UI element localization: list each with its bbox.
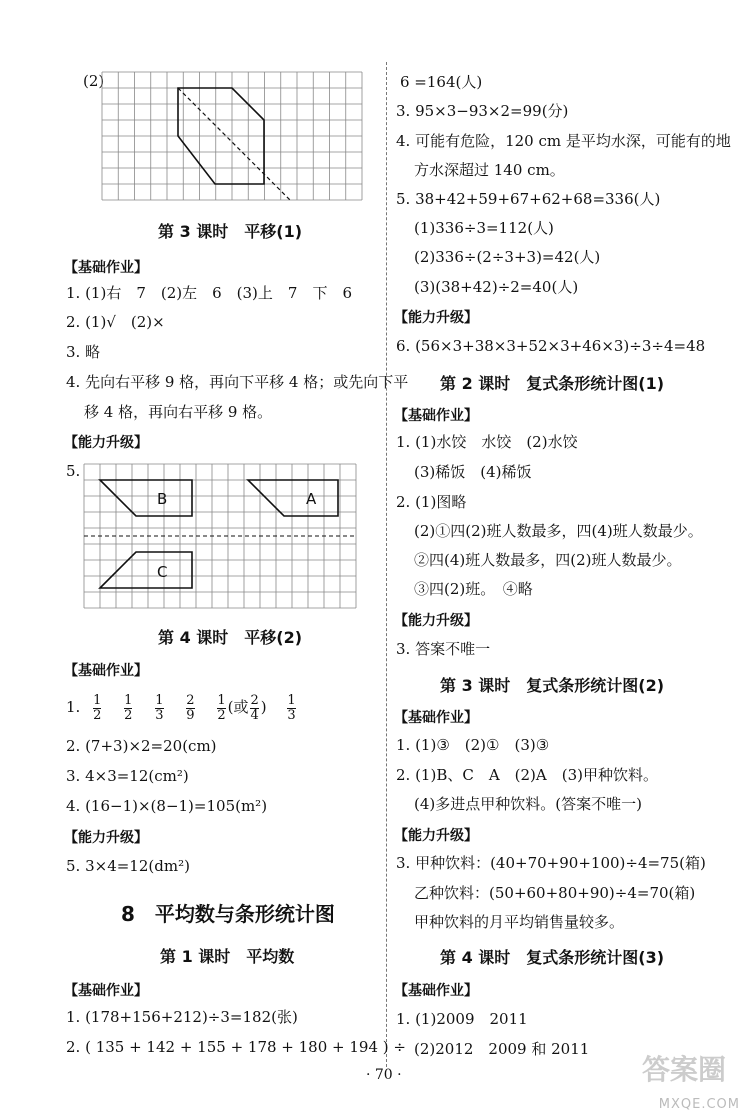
basic-tag: 【基础作业】: [394, 983, 478, 999]
answer-line: 6 =164(人): [400, 73, 483, 91]
answer-line: 方水深超过 140 cm。: [414, 161, 565, 179]
answer-line: 1. (1)③ (2)① (3)③: [396, 736, 550, 754]
fraction: $\frac{2}{9}$: [186, 692, 195, 723]
translation-grid-figure-1: [102, 72, 362, 200]
lesson4-title: 第 4 课时 平移(2): [158, 628, 303, 647]
answer-line: 乙种饮料：(50+60+80+90)÷4=70(箱): [414, 884, 696, 902]
shape-label-c: C: [157, 563, 168, 581]
answer-line: 4. 先向右平移 9 格，再向下平移 4 格；或先向下平: [66, 373, 409, 391]
close-paren: ): [260, 698, 267, 716]
answer-line: 3. 略: [66, 343, 101, 361]
answer-line: 2. (7+3)×2=20(cm): [66, 737, 217, 755]
answer-line: 2. ( 135 + 142 + 155 + 178 + 180 + 194 ) ÷: [66, 1038, 406, 1056]
fraction: $\frac{1}{2}$: [217, 692, 226, 723]
watermark-logo: 答案圈: [641, 1053, 726, 1086]
page-number: · 70 ·: [366, 1067, 402, 1083]
answer-line: (2)336÷(2÷3+3)=42(人): [414, 248, 601, 266]
answer-line: 1. (1)水饺 水饺 (2)水饺: [396, 433, 578, 451]
shape-label-a: A: [306, 490, 317, 508]
answer-line: 2. (1)图略: [396, 493, 467, 511]
lesson3-title: 第 3 课时 平移(1): [158, 222, 303, 241]
answer-line: 4. 可能有危险，120 cm 是平均水深，可能有的地: [396, 132, 731, 150]
fraction: $\frac{2}{4}$: [250, 692, 259, 723]
translation-grid-figure-2: [84, 464, 356, 608]
answer-line: 1. (178+156+212)÷3=182(张): [66, 1008, 298, 1026]
advanced-tag: 【能力升级】: [64, 435, 148, 451]
question-number: 1.: [66, 698, 81, 716]
chapter8-lesson1-title: 第 1 课时 平均数: [160, 947, 295, 966]
fraction: $\frac{1}{3}$: [155, 692, 164, 723]
answer-line: ②四(4)班人数最多，四(2)班人数最少。: [414, 551, 682, 569]
lesson3-title: 第 3 课时 复式条形统计图(2): [440, 676, 665, 695]
answer-line: 3. 4×3=12(cm²): [66, 767, 189, 785]
answer-line: 移 4 格，再向右平移 9 格。: [84, 403, 273, 421]
answer-line: 5.: [66, 462, 81, 480]
advanced-tag: 【能力升级】: [64, 830, 148, 846]
answer-line: 5. 3×4=12(dm²): [66, 857, 190, 875]
answer-line: (3)稀饭 (4)稀饭: [414, 463, 532, 481]
or-text: (或: [227, 698, 249, 716]
answer-line: ③四(2)班。 ④略: [414, 580, 533, 598]
grid1-label: (2): [83, 72, 105, 90]
answer-line: (2)2012 2009 和 2011: [414, 1040, 590, 1058]
advanced-tag: 【能力升级】: [394, 613, 478, 629]
shape-label-b: B: [157, 490, 168, 508]
advanced-tag: 【能力升级】: [394, 828, 478, 844]
answer-line: 3. 答案不唯一: [396, 640, 491, 658]
answer-line: 6. (56×3+38×3+52×3+46×3)÷3÷4=48: [396, 337, 706, 355]
answer-line: (3)(38+42)÷2=40(人): [414, 278, 579, 296]
lesson4-title: 第 4 课时 复式条形统计图(3): [440, 948, 665, 967]
basic-tag: 【基础作业】: [64, 983, 148, 999]
basic-tag: 【基础作业】: [64, 260, 148, 276]
chapter-title: 8 平均数与条形统计图: [121, 902, 335, 926]
answer-line: 2. (1)√ (2)×: [66, 313, 165, 331]
answer-line: (4)多进点甲种饮料。(答案不唯一): [414, 795, 642, 813]
basic-tag: 【基础作业】: [394, 710, 478, 726]
answer-line: 3. 甲种饮料：(40+70+90+100)÷4=75(箱): [396, 854, 706, 872]
watermark: MXQE.COM: [658, 1097, 740, 1112]
answer-line: 5. 38+42+59+67+62+68=336(人): [396, 190, 661, 208]
column-divider: [386, 62, 387, 1067]
fraction-answer-line: [66, 692, 298, 723]
fraction: $\frac{1}{2}$: [124, 692, 133, 723]
answer-line: 3. 95×3−93×2=99(分): [396, 102, 569, 120]
answer-line: 1. (1)右 7 (2)左 6 (3)上 7 下 6: [66, 284, 352, 302]
answer-line: 甲种饮料的月平均销售量较多。: [414, 913, 625, 931]
lesson2-title: 第 2 课时 复式条形统计图(1): [440, 374, 665, 393]
fraction: $\frac{1}{2}$: [93, 692, 102, 723]
fraction: $\frac{1}{3}$: [287, 692, 296, 723]
answer-line: 1. (1)2009 2011: [396, 1010, 528, 1028]
advanced-tag: 【能力升级】: [394, 310, 478, 326]
answer-line: (1)336÷3=112(人): [414, 219, 554, 237]
basic-tag: 【基础作业】: [64, 663, 148, 679]
answer-line: 2. (1)B、C A (2)A (3)甲种饮料。: [396, 766, 658, 784]
answer-line: 4. (16−1)×(8−1)=105(m²): [66, 797, 268, 815]
answer-line: (2)①四(2)班人数最多，四(4)班人数最少。: [414, 522, 703, 540]
basic-tag: 【基础作业】: [394, 408, 478, 424]
